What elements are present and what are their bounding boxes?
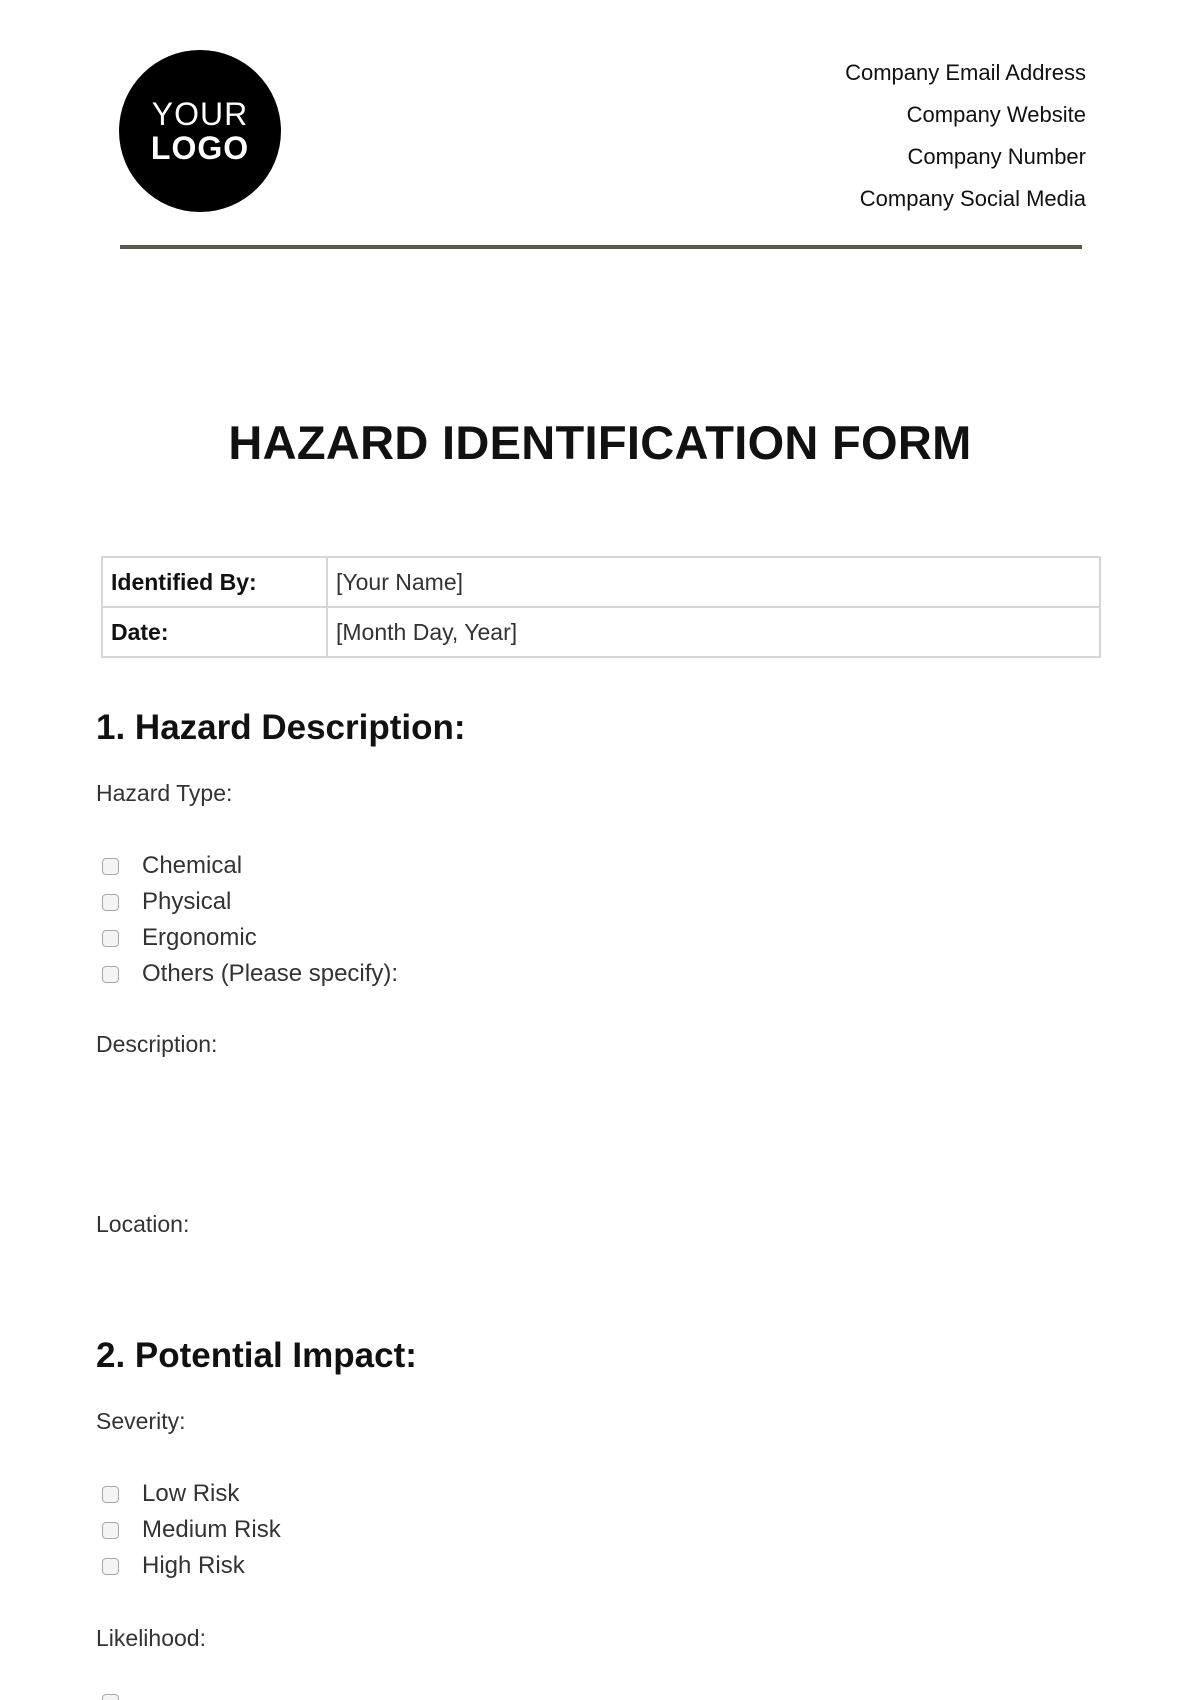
identified-by-label: Identified By: bbox=[102, 557, 327, 607]
section-heading-hazard-description: 1. Hazard Description: bbox=[96, 708, 466, 747]
company-email: Company Email Address bbox=[845, 60, 1086, 85]
company-logo bbox=[119, 50, 281, 212]
document-title: HAZARD IDENTIFICATION FORM bbox=[228, 416, 972, 469]
severity-label: Severity: bbox=[96, 1408, 186, 1434]
medium-risk-option-label: Medium Risk bbox=[142, 1516, 281, 1543]
list-item bbox=[102, 956, 398, 992]
high-risk-checkbox[interactable] bbox=[102, 1558, 119, 1575]
low-risk-checkbox[interactable] bbox=[102, 1486, 119, 1503]
medium-risk-checkbox[interactable] bbox=[102, 1522, 119, 1539]
severity-checklist bbox=[102, 1476, 281, 1584]
company-website: Company Website bbox=[906, 102, 1086, 127]
identification-info-table bbox=[101, 556, 1101, 658]
list-item bbox=[102, 920, 398, 956]
list-item bbox=[102, 1476, 281, 1512]
physical-option-label: Physical bbox=[142, 888, 232, 915]
hazard-type-checklist bbox=[102, 848, 398, 992]
list-item bbox=[102, 884, 398, 920]
ergonomic-option-label: Ergonomic bbox=[142, 924, 257, 951]
high-risk-option-label: High Risk bbox=[142, 1552, 245, 1579]
chemical-option-label: Chemical bbox=[142, 852, 243, 879]
others-option-label: Others (Please specify): bbox=[142, 960, 399, 987]
logo-text-your: YOUR bbox=[151, 96, 249, 132]
table-row-date bbox=[102, 607, 1100, 657]
identified-by-field[interactable]: [Your Name] bbox=[327, 557, 1100, 607]
logo-text-logo: LOGO bbox=[150, 130, 250, 166]
ergonomic-checkbox[interactable] bbox=[102, 930, 119, 947]
hazard-type-label: Hazard Type: bbox=[96, 780, 233, 806]
likelihood-checkbox-partial[interactable] bbox=[102, 1694, 119, 1700]
list-item bbox=[102, 1548, 281, 1584]
date-field[interactable]: [Month Day, Year] bbox=[327, 607, 1100, 657]
company-number: Company Number bbox=[907, 144, 1086, 169]
table-row-identified-by bbox=[102, 557, 1100, 607]
list-item bbox=[102, 848, 398, 884]
company-contact-block bbox=[845, 52, 1086, 220]
location-label: Location: bbox=[96, 1211, 190, 1237]
chemical-checkbox[interactable] bbox=[102, 858, 119, 875]
low-risk-option-label: Low Risk bbox=[142, 1480, 240, 1507]
likelihood-label: Likelihood: bbox=[96, 1625, 206, 1651]
header-divider bbox=[120, 245, 1082, 249]
physical-checkbox[interactable] bbox=[102, 894, 119, 911]
date-label: Date: bbox=[102, 607, 327, 657]
description-label: Description: bbox=[96, 1031, 218, 1057]
list-item bbox=[102, 1512, 281, 1548]
section-heading-potential-impact: 2. Potential Impact: bbox=[96, 1336, 417, 1375]
company-social-media: Company Social Media bbox=[859, 186, 1086, 211]
others-checkbox[interactable] bbox=[102, 966, 119, 983]
